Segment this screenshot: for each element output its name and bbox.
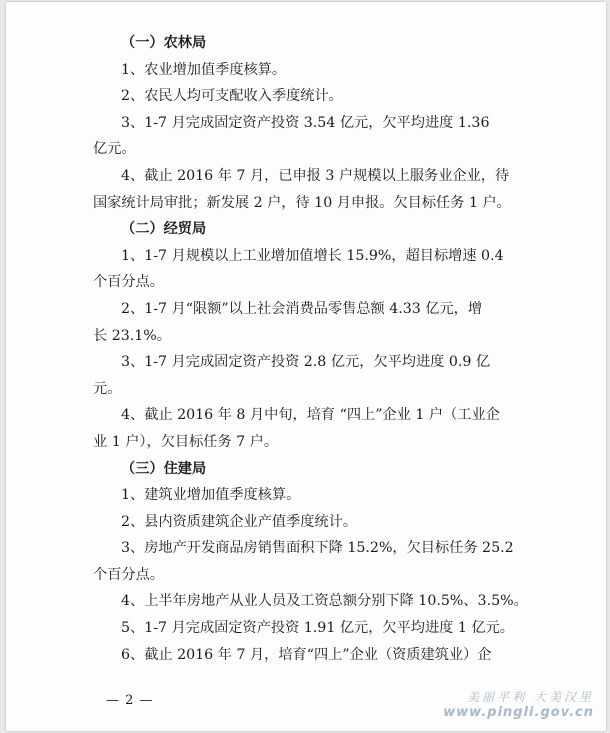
paragraph-line: 业 1 户），欠目标任务 7 户。 <box>93 433 279 450</box>
paragraph-line: 3、房地产开发商品房销售面积下降 15.2%，欠目标任务 25.2 <box>121 540 514 557</box>
paragraph-line: 1、1-7 月规模以上工业增加值增长 15.9%，超目标增速 0.4 <box>121 247 504 264</box>
paragraph-line: 长 23.1%。 <box>93 327 171 344</box>
page-number: — 2 — <box>106 693 154 708</box>
paragraph-line: 4、截止 2016 年 8 月中旬，培育 “四上”企业 1 户（工业企 <box>121 407 500 424</box>
paragraph-line: 5、1-7 月完成固定资产投资 1.91 亿元，欠平均进度 1 亿元。 <box>121 620 514 637</box>
paragraph-line: 2、县内资质建筑企业产值季度统计。 <box>121 513 358 530</box>
paragraph-line: 1、建筑业增加值季度核算。 <box>121 487 301 504</box>
document-body <box>93 30 563 668</box>
section-heading: （三）住建局 <box>121 460 207 477</box>
paragraph-line: 6、截止 2016 年 7 月，培育“四上”企业（资质建筑业）企 <box>121 646 492 663</box>
watermark-site-name: 美丽平利 大美汉里 <box>467 690 594 704</box>
paragraph-line: 2、农民人均可支配收入季度统计。 <box>121 88 343 105</box>
document-page <box>6 2 606 731</box>
paragraph-line: 4、截止 2016 年 7 月，已申报 3 户规模以上服务业企业，待 <box>121 167 510 184</box>
paragraph-line: 2、1-7 月“限额”以上社会消费品零售总额 4.33 亿元，增 <box>121 300 483 317</box>
paragraph-line: 4、上半年房地产从业人员及工资总额分别下降 10.5%、3.5%。 <box>121 593 528 610</box>
section-heading: （一）农林局 <box>121 35 207 51</box>
paragraph-line: 国家统计局审批；新发展 2 户，待 10 月申报。欠目标任务 1 户。 <box>93 194 511 211</box>
paragraph-line: 3、1-7 月完成固定资产投资 2.8 亿元，欠平均进度 0.9 亿 <box>121 354 491 371</box>
paragraph-line: 个百分点。 <box>93 274 164 291</box>
section-heading: （二）经贸局 <box>121 221 207 238</box>
paragraph-line: 3、1-7 月完成固定资产投资 3.54 亿元，欠平均进度 1.36 <box>121 114 490 131</box>
paragraph-line: 亿元。 <box>93 141 136 158</box>
paragraph-line: 个百分点。 <box>93 566 164 583</box>
watermark-url: www.pingli.gov.cn <box>443 705 594 720</box>
site-watermark <box>443 688 594 720</box>
paragraph-line: 元。 <box>93 380 122 397</box>
paragraph-line: 1、农业增加值季度核算。 <box>121 61 287 78</box>
